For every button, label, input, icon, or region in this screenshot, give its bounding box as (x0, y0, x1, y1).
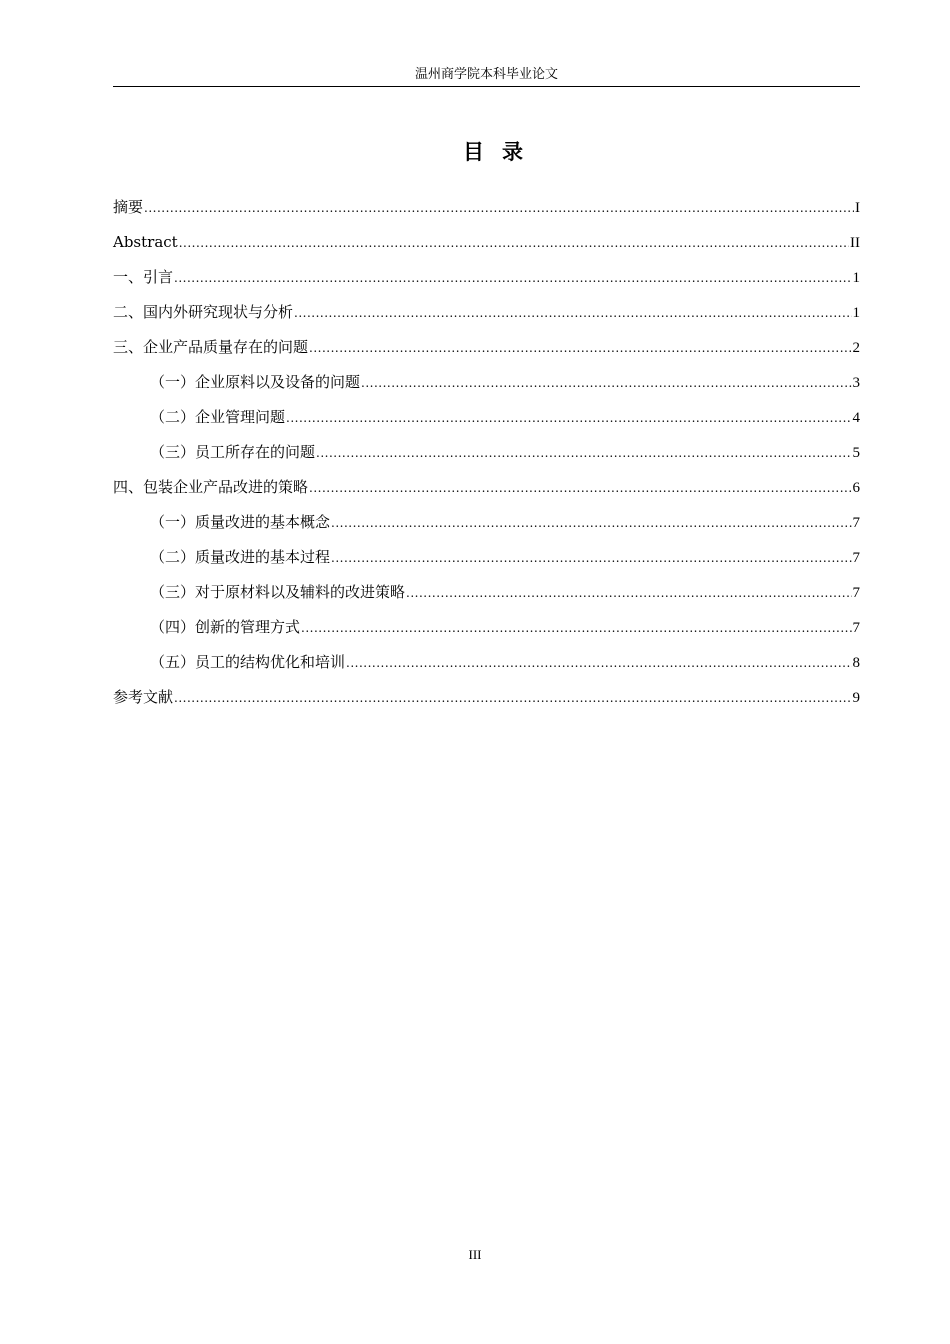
dot-leader (346, 651, 851, 676)
toc-entry-page: 5 (852, 445, 860, 461)
toc-entry-staff-training[interactable] (113, 650, 860, 685)
toc-entry-page: 3 (852, 375, 860, 391)
dot-leader (179, 231, 849, 256)
toc-entry-page: 6 (852, 480, 860, 496)
toc-entry-page: 2 (852, 340, 860, 356)
dot-leader (294, 301, 851, 326)
running-header: 温州商学院本科毕业论文 (113, 66, 860, 87)
toc-entry-label: （一）企业原料以及设备的问题 (150, 373, 361, 391)
toc-entry-materials-equipment[interactable] (113, 370, 860, 405)
dot-leader (316, 441, 851, 466)
dot-leader (174, 686, 851, 711)
dot-leader (331, 546, 851, 571)
toc-entry-improvement-strategy[interactable] (113, 475, 860, 510)
page-number: III (468, 1247, 482, 1262)
dot-leader (144, 196, 854, 221)
toc-entry-research-status[interactable] (113, 300, 860, 335)
toc-entry-page: 7 (852, 585, 860, 601)
toc-entry-quality-problems[interactable] (113, 335, 860, 370)
toc-entry-references[interactable] (113, 685, 860, 720)
toc-entry-abstract-en[interactable] (113, 230, 860, 265)
dot-leader (174, 266, 851, 291)
toc-entry-label: 摘要 (113, 198, 144, 216)
dot-leader (309, 476, 851, 501)
toc-entry-label: Abstract (113, 233, 178, 251)
toc-entry-abstract-cn[interactable] (113, 195, 860, 230)
toc-entry-label: （二）质量改进的基本过程 (150, 548, 331, 566)
toc-entry-page: 4 (852, 410, 860, 426)
toc-entry-label: 三、企业产品质量存在的问题 (113, 338, 309, 356)
toc-entry-page: 7 (852, 550, 860, 566)
toc-entry-label: 四、包装企业产品改进的策略 (113, 478, 309, 496)
toc-entry-page: 1 (852, 270, 860, 286)
toc-entry-label: 二、国内外研究现状与分析 (113, 303, 294, 321)
toc-entry-label: 参考文献 (113, 688, 174, 706)
toc-entry-basic-concept[interactable] (113, 510, 860, 545)
toc-entry-page: 9 (852, 690, 860, 706)
toc-entry-innovative-management[interactable] (113, 615, 860, 650)
dot-leader (361, 371, 851, 396)
dot-leader (309, 336, 851, 361)
dot-leader (406, 581, 851, 606)
toc-entry-label: （三）员工所存在的问题 (150, 443, 316, 461)
toc-entry-page: 1 (852, 305, 860, 321)
toc-entry-management-issues[interactable] (113, 405, 860, 440)
toc-entry-page: I (855, 200, 860, 216)
toc-entry-label: （四）创新的管理方式 (150, 618, 301, 636)
toc-entry-basic-process[interactable] (113, 545, 860, 580)
toc-entry-label: （三）对于原材料以及辅料的改进策略 (150, 583, 406, 601)
toc-entry-page: 7 (852, 515, 860, 531)
toc-entry-staff-issues[interactable] (113, 440, 860, 475)
toc-entry-label: （二）企业管理问题 (150, 408, 286, 426)
table-of-contents (113, 195, 860, 720)
toc-entry-materials-strategy[interactable] (113, 580, 860, 615)
dot-leader (331, 511, 851, 536)
toc-entry-label: （五）员工的结构优化和培训 (150, 653, 346, 671)
dot-leader (301, 616, 851, 641)
toc-entry-label: 一、引言 (113, 268, 174, 286)
dot-leader (286, 406, 851, 431)
toc-entry-introduction[interactable] (113, 265, 860, 300)
toc-entry-page: 7 (852, 620, 860, 636)
toc-entry-page: 8 (852, 655, 860, 671)
toc-entry-page: II (850, 235, 860, 251)
toc-title: 目录 (463, 139, 541, 164)
toc-entry-label: （一）质量改进的基本概念 (150, 513, 331, 531)
